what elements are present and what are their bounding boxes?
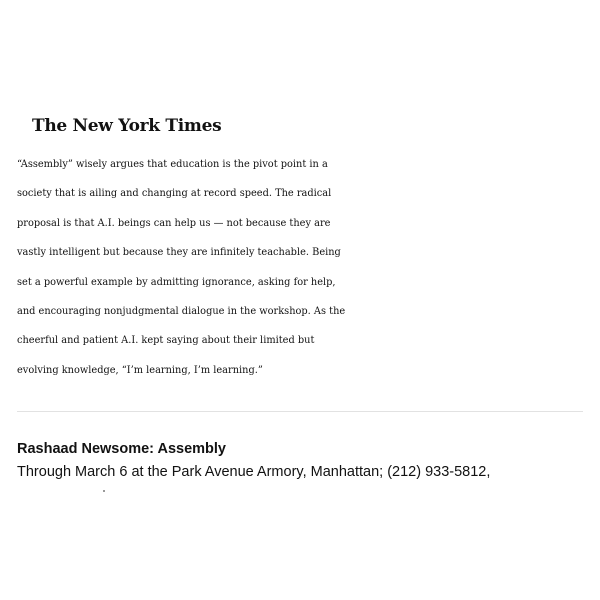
quote-line: society that is ailing and changing at record speed. The radical [17, 188, 332, 200]
exhibition-title: Rashaad Newsome: Assembly [17, 441, 226, 457]
quote-line: evolving knowledge, “I’m learning, I’m learning.” [17, 364, 263, 376]
quote-line: vastly intelligent but because they are infinitely teachable. Being [17, 247, 341, 259]
stray-dot [103, 490, 105, 492]
quote-line: “Assembly” wisely argues that education is the pivot point in a [17, 159, 328, 170]
quote-line: set a powerful example by admitting ignorance, asking for help, [17, 276, 336, 288]
exhibition-details: Through March 6 at the Park Avenue Armory, Manhattan; (212) 933-5812, [17, 464, 491, 480]
quote-line: and encouraging nonjudgmental dialogue in the workshop. As the [17, 306, 346, 318]
quote-line: cheerful and patient A.I. kept saying about their limited but [17, 335, 315, 347]
nyt-logo: The New York Times [32, 116, 222, 136]
quote-line: proposal is that A.I. beings can help us — not because they are [17, 217, 331, 229]
quote-paragraph [17, 150, 587, 385]
section-divider [17, 411, 583, 412]
